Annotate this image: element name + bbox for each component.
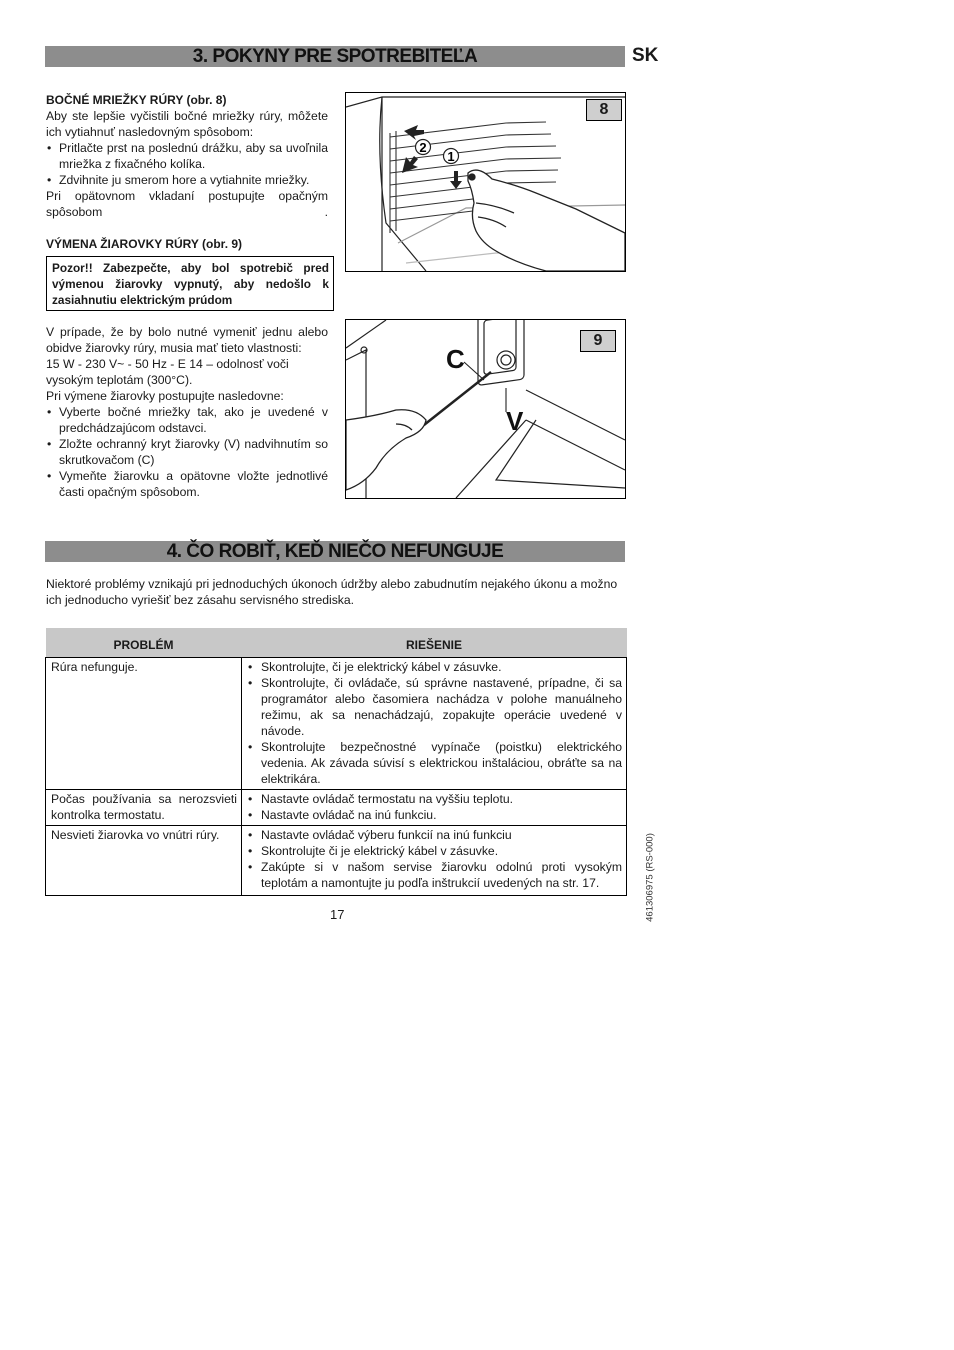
problem-cell: Počas používania sa nerozsvieti kontrolka termostatu. bbox=[46, 790, 242, 826]
section3-title: 3. POKYNY PRE SPOTREBITEĽA bbox=[45, 46, 625, 67]
arrow-icon bbox=[450, 171, 462, 189]
list-item: • Zakúpte si v našom servise žiarovku odolnú proti vysokým teplotám a namontujte ju podľa inštrukcií uvedených na str. 17. bbox=[247, 859, 622, 891]
solution-cell bbox=[242, 826, 627, 896]
bulb-heading-block bbox=[46, 236, 328, 252]
bulb-p2: 15 W - 230 V~ - 50 Hz - E 14 – odolnosť voči vysokým teplotám (300°C). bbox=[46, 357, 289, 387]
bulb-heading: VÝMENA ŽIAROVKY RÚRY (obr. 9) bbox=[46, 237, 243, 251]
table-header-problem: PROBLÉM bbox=[46, 628, 242, 658]
list-item: • Zložte ochranný kryt žiarovky (V) nadvihnutím so skrutkovačom (C) bbox=[46, 436, 328, 468]
table-row bbox=[46, 658, 627, 790]
bulb-p1: V prípade, že by bolo nutné vymeniť jednu alebo obidve žiarovky rúry, musia mať tieto vlastnosti: bbox=[46, 325, 328, 355]
fig9-label-v: V bbox=[506, 406, 524, 436]
side-grids-block bbox=[46, 92, 328, 220]
bulb-block bbox=[46, 324, 328, 500]
solution-cell bbox=[242, 658, 627, 790]
list-item: • Vyberte bočné mriežky tak, ako je uvedené v predchádzajúcom odstavci. bbox=[46, 404, 328, 436]
hand-illustration bbox=[468, 170, 625, 271]
oven-side-grid-illustration bbox=[346, 93, 625, 271]
fig9-label-c: C bbox=[446, 344, 465, 374]
section4-intro: Niektoré problémy vznikajú pri jednoduchých úkonoch údržby alebo zabudnutím nejakého úkonu a možno ich jednoducho vyriešiť bez zásahu servisného strediska. bbox=[46, 577, 618, 607]
table-row bbox=[46, 790, 627, 826]
problem-cell: Rúra nefunguje. bbox=[46, 658, 242, 790]
page-number: 17 bbox=[330, 907, 345, 922]
hand-with-screwdriver bbox=[346, 372, 491, 490]
document-id: 461306975 (RS-000) bbox=[644, 833, 656, 922]
list-item: • Skontrolujte, či je elektrický kábel v zásuvke. bbox=[247, 659, 622, 675]
list-item: • Zdvihnite ju smerom hore a vytiahnite mriežky. bbox=[46, 172, 328, 188]
section4-title: 4. ČO ROBIŤ, KEĎ NIEČO NEFUNGUJE bbox=[45, 541, 625, 562]
fig8-label-1: 1 bbox=[447, 149, 455, 164]
list-item: • Pritlačte prst na poslednú drážku, aby sa uvoľnila mriežka z fixačného kolíka. bbox=[46, 140, 328, 172]
figure-8 bbox=[345, 92, 626, 272]
bulb-p3: Pri výmene žiarovky postupujte nasledovne: bbox=[46, 389, 284, 403]
list-item: • Skontrolujte bezpečnostné vypínače (poistku) elektrického vedenia. Ak závada súvisí s elektrickou inštaláciou, obráťte sa na elektrikára. bbox=[247, 739, 622, 787]
list-item: • Nastavte ovládač termostatu na vyššiu teplotu. bbox=[247, 791, 622, 807]
figure-9 bbox=[345, 319, 626, 499]
bulb-steps bbox=[46, 404, 328, 500]
table-row bbox=[46, 826, 627, 896]
troubleshooting-table bbox=[45, 628, 627, 896]
list-item: • Nastavte ovládač výberu funkcií na inú funkciu bbox=[247, 827, 622, 843]
side-grids-heading: BOČNÉ MRIEŽKY RÚRY (obr. 8) bbox=[46, 93, 227, 107]
problem-cell: Nesvieti žiarovka vo vnútri rúry. bbox=[46, 826, 242, 896]
warning-box: Pozor!! Zabezpečte, aby bol spotrebič pred výmenou žiarovky vypnutý, aby nedošlo k zasiahnutiu elektrickým prúdom bbox=[46, 256, 334, 311]
language-code: SK bbox=[632, 45, 659, 66]
fig8-label-2: 2 bbox=[419, 140, 427, 155]
figure-9-number: 9 bbox=[580, 330, 616, 352]
side-grids-steps bbox=[46, 140, 328, 188]
solution-cell bbox=[242, 790, 627, 826]
table-header-solution: RIEŠENIE bbox=[242, 628, 627, 658]
arrow-icon bbox=[404, 125, 424, 140]
figure-8-number: 8 bbox=[586, 99, 622, 121]
side-grids-outro: Pri opätovnom vkladaní postupujte opačným spôsobom . bbox=[46, 189, 328, 219]
list-item: • Vymeňte žiarovku a opätovne vložte jednotlivé časti opačným spôsobom. bbox=[46, 468, 328, 500]
list-item: • Skontrolujte či je elektrický kábel v zásuvke. bbox=[247, 843, 622, 859]
list-item: • Nastavte ovládač na inú funkciu. bbox=[247, 807, 622, 823]
list-item: • Skontrolujte, či ovládače, sú správne nastavené, prípadne, či sa programátor alebo časomiera nachádza v polohe manuálneho režimu, ak sa nenachádzajú, zopakujte operácie uvedené v návode. bbox=[247, 675, 622, 739]
side-grids-intro: Aby ste lepšie vyčistili bočné mriežky rúry, môžete ich vytiahnuť nasledovným spôsobom: bbox=[46, 109, 328, 139]
